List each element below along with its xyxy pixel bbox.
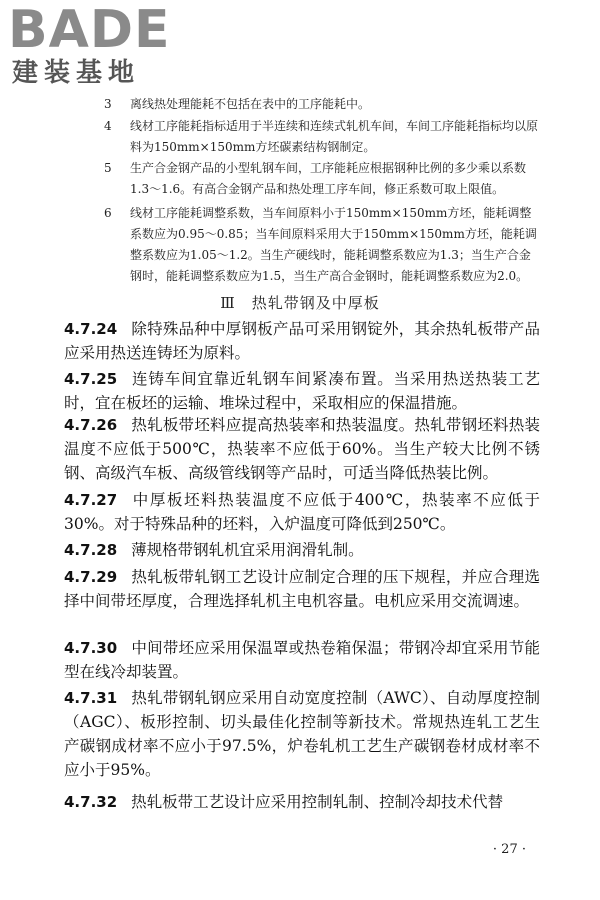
clause-text: 中间带坯应采用保温罩或热卷箱保温；带钢冷却宜采用节能型在线冷却装置。	[64, 639, 540, 681]
logo-brand: BADE	[8, 0, 171, 60]
note-item	[104, 203, 540, 287]
note-text: 线材工序能耗调整系数，当车间原料小于150mm×150mm方坯，能耗调整系数应为0.95～0.85；当车间原料采用大于150mm×150mm方坯，能耗调整系数应为1.05～1.2。当生产硬线时，能耗调整系数应为1.3；当生产合金钢时，能耗调整系数应为1.5，当生产高合金钢时，能耗调整系数应为2.0。	[130, 206, 537, 283]
note-text: 离线热处理能耗不包括在表中的工序能耗中。	[130, 97, 371, 111]
clause-number: 4.7.30	[64, 639, 118, 657]
note-text: 生产合金钢产品的小型轧钢车间，工序能耗应根据钢种比例的多少乘以系数1.3～1.6。有高合金钢产品和热处理工序车间，修正系数可取上限值。	[130, 161, 527, 196]
note-number: 5	[104, 161, 112, 175]
clause-text: 薄规格带钢轧机宜采用润滑轧制。	[131, 541, 364, 559]
note-item	[104, 158, 540, 200]
clause-number: 4.7.24	[64, 320, 118, 338]
clause-text: 除特殊品种中厚钢板产品可采用钢锭外，其余热轧板带产品应采用热送连铸坯为原料。	[64, 320, 540, 362]
note-number: 3	[104, 97, 112, 111]
note-item	[104, 116, 540, 158]
clause	[64, 367, 540, 415]
clause-number: 4.7.25	[64, 370, 118, 388]
clause	[64, 686, 540, 782]
clause	[64, 317, 540, 365]
clause-number: 4.7.31	[64, 689, 118, 707]
page-number: · 27 ·	[492, 842, 526, 857]
clause-text: 连铸车间宜靠近轧钢车间紧凑布置。当采用热送热装工艺时，宜在板坯的运输、堆垛过程中，采取相应的保温措施。	[64, 370, 540, 412]
logo-subtitle: 建装基地	[12, 58, 141, 88]
clause	[64, 790, 540, 814]
section-title: Ⅲ 热轧带钢及中厚板	[220, 294, 380, 312]
clause-number: 4.7.32	[64, 793, 118, 811]
clause-text: 热轧板带轧钢工艺设计应制定合理的压下规程，并应合理选择中间带坯厚度，合理选择轧机主电机容量。电机应采用交流调速。	[64, 568, 540, 610]
clause-number: 4.7.28	[64, 541, 118, 559]
clause-text: 热轧板带工艺设计应采用控制轧制、控制冷却技术代替	[131, 793, 504, 811]
clause	[64, 488, 540, 536]
clause-number: 4.7.29	[64, 568, 118, 586]
note-item	[104, 94, 540, 115]
clause-number: 4.7.26	[64, 416, 118, 434]
clause	[64, 413, 540, 485]
clause-number: 4.7.27	[64, 491, 118, 509]
clause-text: 热轧板带坯料应提高热装率和热装温度。热轧带钢坯料热装温度不应低于500℃，热装率不应低于60%。当生产较大比例不锈钢、高级汽车板、高级管线钢等产品时，可适当降低热装比例。	[64, 416, 540, 482]
clause	[64, 538, 540, 562]
clause-text: 热轧带钢轧钢应采用自动宽度控制（AWC）、自动厚度控制（AGC）、板形控制、切头最佳化控制等新技术。常规热连轧工艺生产碳钢成材率不应小于97.5%，炉卷轧机工艺生产碳钢卷材成材率不应小于95%。	[64, 689, 540, 779]
clause	[64, 636, 540, 684]
note-text: 线材工序能耗指标适用于半连续和连续式轧机车间，车间工序能耗指标均以原料为150mm×150mm方坯碳素结构钢制定。	[130, 119, 539, 154]
clause-text: 中厚板坯料热装温度不应低于400℃，热装率不应低于30%。对于特殊品种的坯料，入炉温度可降低到250℃。	[64, 491, 540, 533]
clause	[64, 565, 540, 613]
note-number: 4	[104, 119, 112, 133]
logo	[8, 0, 178, 90]
note-number: 6	[104, 206, 112, 220]
